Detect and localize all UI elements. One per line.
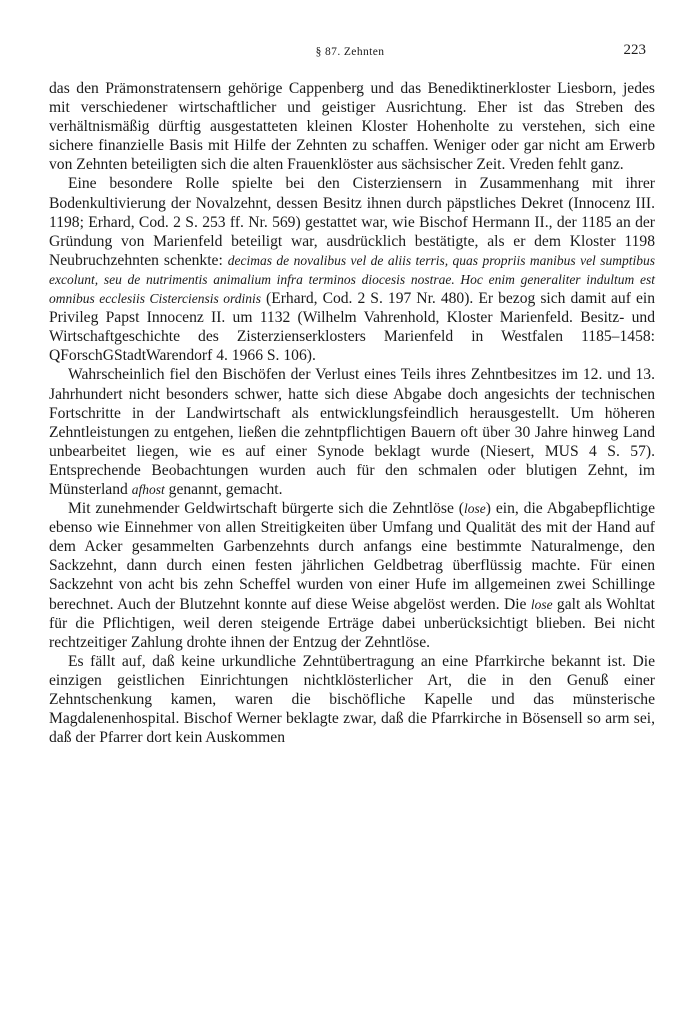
paragraph-2 [49,174,655,365]
paragraph-3 [49,365,655,499]
text-segment: Wahrscheinlich fiel den Bischöfen der Verlust eines Teils ihres Zehntbesitzes im 12. und 13. Jahrhundert nicht besonders schwer, hatte sich diese Abgabe doch angesichts der technischen Fortschritte in der Landwirtschaft als entwicklungsfeindlich herausgestellt. Um höheren Zehntleistungen zu entgehen, ließen die zehntpflichtigen Bauern oft über 30 Jahre hinweg Land unbearbeitet liegen, wie es auf einer Synode beklagt wurde (Niesert, MUS 4 S. 57). Entsprechende Beobachtungen wurden auch für den schmalen oder blutigen Zehnt, im Münsterland [49,366,655,498]
text-segment: Eine besondere Rolle spielte bei den Cisterziensern in Zusammenhang mit ihrer Bodenkultivierung der Novalzehnt, dessen Besitz ihnen durch päpstliches Dekret (Innocenz III. 1198; Erhard, Cod. 2 S. 253 ff. Nr. 569) gestattet war, wie Bischof Hermann II., der 1185 an der Gründung von Marienfeld beteiligt war, ausdrücklich bestätigte, als er dem Kloster 1198 Neubruchzehnten schenkte: [49,175,655,269]
page-number: 223 [623,42,646,58]
paragraph-1 [49,79,655,174]
italic-term: lose [463,501,486,517]
page-header [50,42,650,64]
text-segment: galt als Wohltat für die Pflichtigen, weil deren steigende Erträge dabei unberücksichtigt blieben. Bei nicht rechtzeitiger Zahlung drohte ihnen der Entzug der Zehntlöse. [49,595,655,651]
italic-term: lose [530,596,553,612]
italic-term: afhost [131,481,165,497]
text-segment: Es fällt auf, daß keine urkundliche Zehntübertragung an eine Pfarrkirche bekannt ist. Die einzigen geistlichen Einrichtungen nichtklösterlicher Art, die in den Genuß einer Zehntschenkung kamen, waren die bischöfliche Kapelle und das münsterische Magdalenenhospital. Bischof Werner beklagte zwar, daß die Pfarrkirche in Bösensell so arm sei, daß der Pfarrer dort kein Auskommen [49,652,655,747]
text-segment: das den Prämonstratensern gehörige Cappenberg und das Benediktinerkloster Liesborn, jedes mit verschiedener wirtschaftlicher und geistiger Ausrichtung. Eher ist das Streben des verhältnismäßig dürftig ausgestatteten kleinen Kloster Hohenholte zu verstehen, sich eine sichere finanzielle Basis mit Hilfe der Zehnten zu schaffen. Weniger oder gar nicht am Erwerb von Zehnten beteiligten sich die alten Frauenklöster aus sächsischer Zeit. Vreden fehlt ganz. [49,80,655,174]
running-head: § 87. Zehnten [315,46,385,58]
text-segment: ) ein, die Abgabepflichtige ebenso wie Einnehmer von allen Streitigkeiten über Umfang und Qualität des mit der Hand auf dem Acker gesammelten Garbenzehnts durch anfangs eine bestimmte Naturalmenge, den Sackzehnt, dann durch einen festen jährlichen Geldbetrag überflüssig machte. Für einen Sackzehnt von acht bis zehn Scheffel wurden von einer Hufe im allgemeinen zwei Schillinge berechnet. Auch der Blutzehnt konnte auf diese Weise abgelöst werden. Die [49,500,656,613]
latin-quotation: decimas de novalibus vel de aliis terris, quas propriis manibus vel sumptibus excolunt, seu de nutrimentis animalium infra terminos diocesis nostrae. Hoc enim generaliter indultum est omnibus ecclesiis Cisterciensis ordinis [49,252,655,307]
paragraph-4 [49,499,655,652]
text-segment: (Erhard, Cod. 2 S. 197 Nr. 480). Er bezog sich damit auf ein Privileg Papst Innocenz II. um 1132 (Wilhelm Vahrenhold, Kloster Marienfeld. Besitz- und Wirtschaftgeschichte des Zisterzienserklosters Marienfeld in Westfalen 1185–1458: QForschGStadtWarendorf 4. 1966 S. 106). [49,290,655,365]
body-text [49,79,655,747]
text-segment: Mit zunehmender Geldwirtschaft bürgerte sich die Zehntlöse ( [68,500,464,518]
text-segment: genannt, gemacht. [164,480,283,498]
paragraph-5 [49,652,655,747]
